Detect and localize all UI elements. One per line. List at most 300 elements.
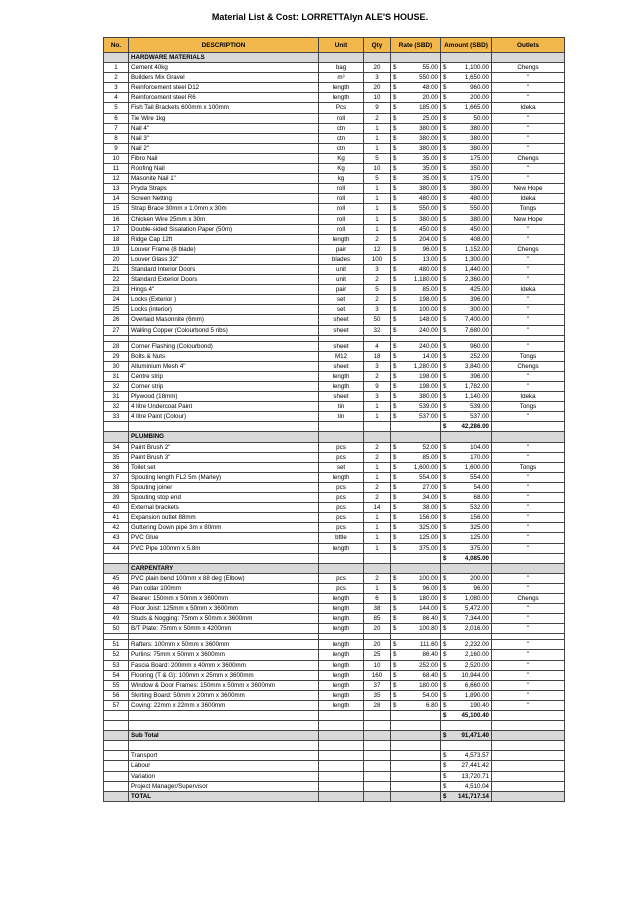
item-rate-value: 35.00 (422, 175, 438, 183)
item-qty: 1 (364, 472, 391, 482)
item-description: Masonite Nail 1" (129, 174, 319, 184)
empty-cell (319, 731, 364, 741)
table-row (104, 83, 565, 93)
item-rate (391, 482, 441, 492)
item-unit: pcs (319, 583, 364, 593)
item-rate (391, 325, 441, 335)
item-description: Spouting length FL2 5m (Marley) (129, 472, 319, 482)
item-description: Double-sided Sisalation Paper (50m) (129, 224, 319, 234)
currency-symbol: $ (393, 104, 397, 112)
item-qty: 12 (364, 244, 391, 254)
item-qty: 1 (364, 184, 391, 194)
item-number: 29 (104, 351, 129, 361)
item-description: External brackets (129, 503, 319, 513)
item-number: 31 (104, 392, 129, 402)
item-outlet: Tongs (492, 204, 565, 214)
item-outlet: " (492, 513, 565, 523)
empty-cell (391, 53, 441, 63)
item-qty: 1 (364, 402, 391, 412)
item-rate (391, 194, 441, 204)
currency-symbol: $ (393, 134, 397, 142)
summary-amount-value: 27,441.42 (461, 762, 489, 770)
currency-symbol: $ (443, 144, 447, 152)
item-amount-value: 190.40 (470, 701, 489, 709)
currency-symbol: $ (443, 286, 447, 294)
item-description: Bolts & Nuts (129, 351, 319, 361)
item-outlet: Chengs (492, 153, 565, 163)
empty-cell (104, 553, 129, 563)
item-amount (441, 392, 492, 402)
item-outlet: New Hope (492, 214, 565, 224)
table-row (104, 214, 565, 224)
item-description: Nail 2" (129, 143, 319, 153)
item-rate (391, 650, 441, 660)
table-row (104, 244, 565, 254)
item-rate-value: 375.00 (419, 544, 438, 552)
item-qty: 1 (364, 533, 391, 543)
item-amount-value: 1,140.00 (464, 393, 489, 401)
item-amount (441, 614, 492, 624)
currency-symbol: $ (393, 463, 397, 471)
item-qty: 2 (364, 452, 391, 462)
item-outlet: Ideka (492, 194, 565, 204)
item-amount-value: 1,665.00 (464, 104, 489, 112)
empty-cell (441, 432, 492, 442)
item-rate-value: 54.00 (422, 691, 438, 699)
item-description: Hings 4" (129, 285, 319, 295)
item-rate-value: 380.00 (419, 124, 438, 132)
empty-cell (492, 791, 565, 801)
item-rate (391, 341, 441, 351)
item-amount-value: 300.00 (470, 306, 489, 314)
item-amount (441, 442, 492, 452)
currency-symbol: $ (443, 84, 447, 92)
item-outlet: " (492, 482, 565, 492)
item-unit: pcs (319, 493, 364, 503)
item-rate (391, 452, 441, 462)
empty-cell (129, 711, 319, 721)
item-number: 11 (104, 164, 129, 174)
item-qty: 1 (364, 462, 391, 472)
empty-cell (104, 422, 129, 432)
item-amount-value: 252.00 (470, 352, 489, 360)
table-row (104, 583, 565, 593)
item-description: Spouting joiner (129, 482, 319, 492)
item-number: 53 (104, 660, 129, 670)
currency-symbol: $ (393, 165, 397, 173)
currency-symbol: $ (393, 296, 397, 304)
table-row (104, 73, 565, 83)
item-description: Pryda Straps (129, 184, 319, 194)
item-outlet: " (492, 442, 565, 452)
item-rate-value: 180.00 (419, 594, 438, 602)
currency-symbol: $ (443, 473, 447, 481)
currency-symbol: $ (393, 473, 397, 481)
item-rate (391, 604, 441, 614)
col-description: DESCRIPTION (129, 38, 319, 53)
table-row (104, 234, 565, 244)
currency-symbol: $ (443, 712, 447, 719)
item-amount (441, 690, 492, 700)
item-qty: 2 (364, 371, 391, 381)
table-row (104, 412, 565, 422)
item-qty: 1 (364, 133, 391, 143)
item-rate-value: 550.00 (419, 74, 438, 82)
item-amount-value: 480.00 (470, 195, 489, 203)
item-number: 16 (104, 214, 129, 224)
table-row (104, 164, 565, 174)
item-amount (441, 412, 492, 422)
section-title: HARDWARE MATERIALS (129, 53, 319, 63)
item-amount (441, 315, 492, 325)
item-outlet: Chengs (492, 63, 565, 73)
item-qty: 100 (364, 254, 391, 264)
currency-symbol: $ (443, 215, 447, 223)
item-unit: bag (319, 63, 364, 73)
item-number: 14 (104, 194, 129, 204)
item-rate (391, 382, 441, 392)
item-amount (441, 660, 492, 670)
material-cost-table (103, 37, 565, 802)
item-unit: kg (319, 174, 364, 184)
currency-symbol: $ (443, 205, 447, 213)
item-description: Alluminium Mesh 4" (129, 361, 319, 371)
empty-cell (364, 721, 391, 731)
table-row (104, 513, 565, 523)
item-amount (441, 533, 492, 543)
table-row (104, 670, 565, 680)
currency-symbol: $ (393, 352, 397, 360)
currency-symbol: $ (443, 792, 447, 800)
item-description: Window & Door Frames: 150mm x 50mm x 3600mm (129, 680, 319, 690)
currency-symbol: $ (443, 352, 447, 360)
item-amount (441, 583, 492, 593)
item-outlet: " (492, 614, 565, 624)
item-description: Paint Brush 3" (129, 452, 319, 462)
empty-cell (104, 761, 129, 771)
item-rate (391, 513, 441, 523)
item-number: 24 (104, 295, 129, 305)
currency-symbol: $ (443, 544, 447, 552)
item-amount-value: 200.00 (470, 94, 489, 102)
item-qty: 38 (364, 604, 391, 614)
item-description: Standard Interior Doors (129, 264, 319, 274)
item-outlet: New Hope (492, 184, 565, 194)
table-row (104, 503, 565, 513)
item-amount (441, 103, 492, 113)
item-amount-value: 10,944.00 (461, 671, 489, 679)
item-amount-value: 380.00 (470, 144, 489, 152)
item-amount (441, 361, 492, 371)
currency-symbol: $ (443, 255, 447, 263)
item-unit: sheet (319, 341, 364, 351)
item-description: Chicken Wire 25mm x 30m (129, 214, 319, 224)
section-subtotal-value: 4,085.00 (464, 554, 489, 562)
item-description: PVC Pipe 100mm x 5.8m (129, 543, 319, 553)
currency-symbol: $ (393, 641, 397, 649)
item-description: B/T Plate: 75mm x 50mm x 4200mm (129, 624, 319, 634)
empty-cell (319, 563, 364, 573)
table-row (104, 204, 565, 214)
item-qty: 1 (364, 523, 391, 533)
currency-symbol: $ (393, 651, 397, 659)
empty-cell (319, 791, 364, 801)
item-description: Studs & Nogging: 75mm x 50mm x 3600mm (129, 614, 319, 624)
item-rate-value: 380.00 (419, 215, 438, 223)
item-rate-value: 68.40 (422, 671, 438, 679)
item-amount-value: 1,300.00 (464, 255, 489, 263)
empty-cell (319, 781, 364, 791)
item-rate-value: 380.00 (419, 144, 438, 152)
currency-symbol: $ (443, 403, 447, 411)
item-rate (391, 533, 441, 543)
item-amount (441, 402, 492, 412)
item-number: 6 (104, 113, 129, 123)
item-description: Overlaid Masonnite (6mm) (129, 315, 319, 325)
item-outlet: " (492, 164, 565, 174)
item-unit: length (319, 690, 364, 700)
currency-symbol: $ (443, 443, 447, 451)
item-unit: length (319, 234, 364, 244)
item-rate (391, 174, 441, 184)
empty-cell (104, 771, 129, 781)
empty-cell (104, 721, 129, 731)
item-unit: length (319, 543, 364, 553)
currency-symbol: $ (393, 584, 397, 592)
item-rate (391, 234, 441, 244)
item-amount (441, 295, 492, 305)
item-number: 34 (104, 442, 129, 452)
currency-symbol: $ (443, 245, 447, 253)
summary-row-labour (104, 761, 565, 771)
item-amount-value: 425.00 (470, 286, 489, 294)
empty-cell (319, 711, 364, 721)
item-description: Builders Mix Gravel (129, 73, 319, 83)
item-number: 25 (104, 305, 129, 315)
item-qty: 5 (364, 174, 391, 184)
item-rate (391, 670, 441, 680)
empty-cell (391, 422, 441, 432)
item-qty: 3 (364, 392, 391, 402)
currency-symbol: $ (393, 114, 397, 122)
table-row (104, 63, 565, 73)
item-amount (441, 224, 492, 234)
item-qty: 18 (364, 351, 391, 361)
item-amount-value: 5,472.00 (464, 605, 489, 613)
item-unit: length (319, 382, 364, 392)
item-outlet: " (492, 224, 565, 234)
item-description: Walling Copper (Colourbond 5 ribs) (129, 325, 319, 335)
currency-symbol: $ (393, 691, 397, 699)
item-number: 12 (104, 174, 129, 184)
currency-symbol: $ (393, 403, 397, 411)
item-amount (441, 503, 492, 513)
item-qty: 20 (364, 624, 391, 634)
item-outlet: " (492, 573, 565, 583)
currency-symbol: $ (393, 255, 397, 263)
item-rate-value: 480.00 (419, 195, 438, 203)
currency-symbol: $ (393, 205, 397, 213)
item-qty: 9 (364, 103, 391, 113)
item-unit: roll (319, 214, 364, 224)
item-outlet: " (492, 670, 565, 680)
item-rate (391, 523, 441, 533)
item-rate (391, 143, 441, 153)
item-rate-value: 27.00 (422, 483, 438, 491)
item-rate (391, 614, 441, 624)
item-rate-value: 252.00 (419, 661, 438, 669)
item-unit: Pcs (319, 103, 364, 113)
item-amount-value: 408.00 (470, 235, 489, 243)
currency-symbol: $ (443, 423, 447, 431)
item-outlet: " (492, 113, 565, 123)
item-amount-value: 68.00 (473, 494, 489, 502)
item-qty: 9 (364, 382, 391, 392)
empty-cell (319, 721, 364, 731)
col-no: No. (104, 38, 129, 53)
item-amount (441, 305, 492, 315)
summary-amount-value: 91,471.40 (461, 732, 489, 740)
table-row (104, 690, 565, 700)
item-qty: 28 (364, 700, 391, 710)
table-row (104, 624, 565, 634)
item-amount (441, 325, 492, 335)
item-unit: length (319, 700, 364, 710)
item-rate-value: 480.00 (419, 265, 438, 273)
item-outlet: " (492, 543, 565, 553)
item-unit: roll (319, 194, 364, 204)
currency-symbol: $ (393, 483, 397, 491)
item-amount (441, 143, 492, 153)
empty-cell (492, 721, 565, 731)
currency-symbol: $ (443, 752, 447, 760)
item-number: 49 (104, 614, 129, 624)
item-amount-value: 3,840.00 (464, 362, 489, 370)
currency-symbol: $ (443, 594, 447, 602)
currency-symbol: $ (443, 584, 447, 592)
item-amount-value: 2,520.00 (464, 661, 489, 669)
item-description: Paint Brush 2" (129, 442, 319, 452)
currency-symbol: $ (393, 225, 397, 233)
item-rate-value: 156.00 (419, 514, 438, 522)
item-amount-value: 175.00 (470, 175, 489, 183)
currency-symbol: $ (393, 276, 397, 284)
item-number: 43 (104, 533, 129, 543)
empty-cell (319, 432, 364, 442)
item-amount (441, 133, 492, 143)
item-description: Plywood (18mm) (129, 392, 319, 402)
currency-symbol: $ (393, 316, 397, 324)
item-description: Spouting stop end (129, 493, 319, 503)
table-row (104, 442, 565, 452)
currency-symbol: $ (393, 94, 397, 102)
item-description: Toilet set (129, 462, 319, 472)
item-qty: 4 (364, 341, 391, 351)
summary-amount (441, 761, 492, 771)
item-outlet: Tongs (492, 462, 565, 472)
item-qty: 1 (364, 214, 391, 224)
item-number: 5 (104, 103, 129, 113)
empty-cell (364, 781, 391, 791)
item-rate-value: 100.00 (419, 574, 438, 582)
summary-row-sub_total (104, 731, 565, 741)
item-number: 46 (104, 583, 129, 593)
summary-amount-value: 141,717.14 (458, 792, 489, 800)
currency-symbol: $ (443, 276, 447, 284)
item-number: 7 (104, 123, 129, 133)
item-unit: roll (319, 113, 364, 123)
empty-row (104, 721, 565, 731)
item-number: 41 (104, 513, 129, 523)
currency-symbol: $ (393, 661, 397, 669)
item-rate-value: 38.00 (422, 504, 438, 512)
item-description: Louver Frame (8 blade) (129, 244, 319, 254)
item-outlet: " (492, 295, 565, 305)
item-outlet: " (492, 412, 565, 422)
section-subtotal (441, 553, 492, 563)
item-qty: 14 (364, 503, 391, 513)
item-amount-value: 960.00 (470, 342, 489, 350)
item-number: 48 (104, 604, 129, 614)
item-outlet: Ideka (492, 103, 565, 113)
item-amount-value: 50.00 (473, 114, 489, 122)
summary-amount-value: 4,573.57 (464, 752, 489, 760)
item-amount-value: 104.00 (470, 443, 489, 451)
item-outlet: " (492, 452, 565, 462)
item-outlet: Tongs (492, 402, 565, 412)
item-rate-value: 100.80 (419, 625, 438, 633)
item-amount-value: 960.00 (470, 84, 489, 92)
currency-symbol: $ (393, 671, 397, 679)
item-number: 19 (104, 244, 129, 254)
summary-label: Sub Total (129, 731, 319, 741)
currency-symbol: $ (443, 265, 447, 273)
item-description: PVC Glue (129, 533, 319, 543)
item-amount (441, 593, 492, 603)
currency-symbol: $ (443, 691, 447, 699)
item-amount (441, 482, 492, 492)
item-description: 4 litre Undercoat Paint (129, 402, 319, 412)
currency-symbol: $ (393, 574, 397, 582)
item-unit: m³ (319, 73, 364, 83)
currency-symbol: $ (393, 514, 397, 522)
item-amount-value: 380.00 (470, 185, 489, 193)
item-rate (391, 462, 441, 472)
empty-cell (391, 563, 441, 573)
item-unit: set (319, 305, 364, 315)
item-rate (391, 315, 441, 325)
currency-symbol: $ (393, 413, 397, 421)
item-amount (441, 650, 492, 660)
item-unit: roll (319, 184, 364, 194)
item-number: 40 (104, 503, 129, 513)
table-row (104, 573, 565, 583)
empty-cell (104, 731, 129, 741)
empty-cell (391, 731, 441, 741)
item-number: 32 (104, 402, 129, 412)
section-header-carpentary (104, 563, 565, 573)
empty-cell (104, 432, 129, 442)
item-rate-value: 537.00 (419, 413, 438, 421)
currency-symbol: $ (443, 64, 447, 72)
item-qty: 1 (364, 583, 391, 593)
currency-symbol: $ (443, 104, 447, 112)
table-row (104, 462, 565, 472)
table-row (104, 660, 565, 670)
item-rate-value: 86.40 (422, 615, 438, 623)
currency-symbol: $ (393, 681, 397, 689)
item-amount (441, 604, 492, 614)
